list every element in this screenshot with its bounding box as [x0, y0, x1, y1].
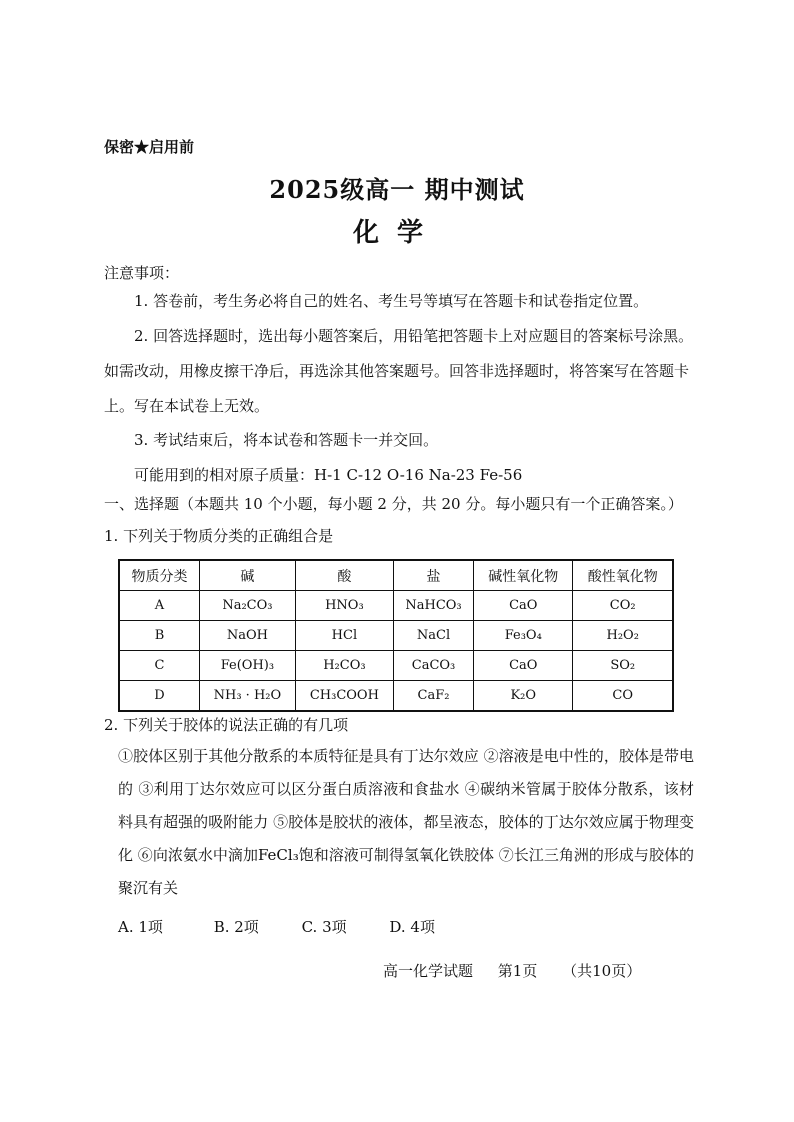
- option-c: C. 3项: [301, 918, 347, 936]
- notice-heading: 注意事项：: [104, 264, 180, 282]
- table-row: [119, 681, 673, 712]
- table-cell: Na₂CO₃: [199, 591, 295, 621]
- table-cell: CaO: [474, 651, 573, 681]
- table-cell: CaO: [474, 591, 573, 621]
- table-cell: B: [119, 621, 199, 651]
- notice-item-1: 1. 答卷前，考生务必将自己的姓名、考生号等填写在答题卡和试卷指定位置。: [134, 292, 649, 310]
- question-2-statements: ①胶体区别于其他分散系的本质特征是具有丁达尔效应 ②溶液是电中性的，胶体是带电的 ③利用丁达尔效应可以区分蛋白质溶液和食盐水 ④碳纳米管属于胶体分散系，该材料具有超强的吸附能力 ⑤胶体是胶状的液体，都呈液态，胶体的丁达尔效应属于物理变化 ⑥向浓氨水中滴加FeCl₃饱和溶液可制得氢氧化铁胶体 ⑦长江三角洲的形成与胶体的聚沉有关: [118, 747, 694, 897]
- table-cell: HNO₃: [295, 591, 393, 621]
- table-cell: K₂O: [474, 681, 573, 712]
- option-a: A. 1项: [118, 918, 163, 936]
- table-row: [119, 591, 673, 621]
- section-heading: 一、选择题（本题共 10 个小题，每小题 2 分，共 20 分。每小题只有一个正确答案。）: [104, 495, 683, 513]
- notice-item-3: 3. 考试结束后，将本试卷和答题卡一并交回。: [134, 431, 439, 449]
- table-cell: H₂CO₃: [295, 651, 393, 681]
- table-header-cell: 碱性氧化物: [474, 560, 573, 591]
- table-header-cell: 盐: [393, 560, 473, 591]
- table-cell: SO₂: [573, 651, 673, 681]
- table-cell: CH₃COOH: [295, 681, 393, 712]
- table-cell: A: [119, 591, 199, 621]
- question-1-stem: 1. 下列关于物质分类的正确组合是: [104, 527, 334, 545]
- footer-page-number: 第1页: [497, 962, 538, 980]
- table-cell: CO: [573, 681, 673, 712]
- table-cell: NaHCO₃: [393, 591, 473, 621]
- table-cell: C: [119, 651, 199, 681]
- table-cell: CO₂: [573, 591, 673, 621]
- table-cell: HCl: [295, 621, 393, 651]
- confidential-label: 保密★启用前: [104, 138, 195, 156]
- subject-title: 化学: [352, 218, 441, 248]
- table-cell: CaCO₃: [393, 651, 473, 681]
- table-cell: Fe₃O₄: [474, 621, 573, 651]
- table-header-cell: 物质分类: [119, 560, 199, 591]
- table-cell: D: [119, 681, 199, 712]
- option-d: D. 4项: [389, 918, 435, 936]
- table-header-cell: 酸: [295, 560, 393, 591]
- footer-exam-name: 高一化学试题: [383, 962, 474, 980]
- table-cell: NH₃ · H₂O: [199, 681, 295, 712]
- table-cell: NaOH: [199, 621, 295, 651]
- footer-total-pages: （共10页）: [562, 962, 642, 980]
- table-cell: H₂O₂: [573, 621, 673, 651]
- table-row: [119, 621, 673, 651]
- table-header-cell: 碱: [199, 560, 295, 591]
- notice-item-2: 2. 回答选择题时，选出每小题答案后，用铅笔把答题卡上对应题目的答案标号涂黑。如需改动，用橡皮擦干净后，再选涂其他答案题号。回答非选择题时，将答案写在答题卡上。写在本试卷上无效。: [104, 327, 694, 415]
- table-header-cell: 酸性氧化物: [573, 560, 673, 591]
- option-b: B. 2项: [213, 918, 259, 936]
- table-cell: Fe(OH)₃: [199, 651, 295, 681]
- question-2-stem: 2. 下列关于胶体的说法正确的有几项: [104, 716, 349, 734]
- exam-title: 2025级高一 期中测试: [269, 175, 525, 204]
- table-cell: CaF₂: [393, 681, 473, 712]
- page-footer: [383, 960, 661, 981]
- table-header-row: [119, 560, 673, 591]
- classification-table: [118, 559, 674, 712]
- table-row: [119, 651, 673, 681]
- table-cell: NaCl: [393, 621, 473, 651]
- question-2-options: [118, 916, 435, 937]
- atomic-mass-line: 可能用到的相对原子质量：H-1 C-12 O-16 Na-23 Fe-56: [134, 466, 523, 484]
